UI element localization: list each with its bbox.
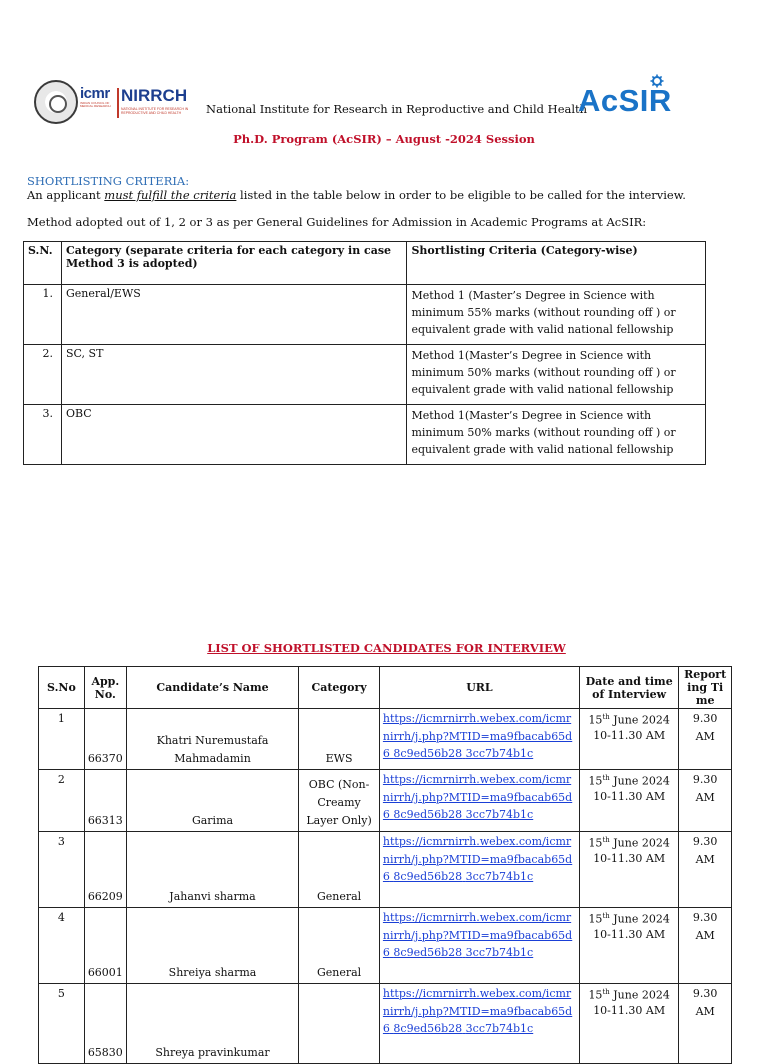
candidates-table-header [39,667,732,709]
candidate-name: Shreiya sharma [126,908,298,984]
criteria-text: Method 1(Master’s Degree in Science with minimum 50% marks (without rounding off ) or equivalent grade with valid national fellowship [407,405,706,465]
interview-time: 10-11.30 AM [593,789,666,803]
criteria-table [23,241,706,465]
url-line: 8c9ed56b28 [393,946,463,959]
url-line: nirrh/j.php?MTID=ma9fbacab65d6 [382,790,573,821]
date-suffix: th [602,912,610,920]
date-suffix: th [602,836,610,844]
criteria-category: General/EWS [61,285,406,345]
candidate-category: EWS [299,709,380,770]
candidate-name: Shreya pravinkumar [126,984,298,1064]
url-line: nirrh/j.php?MTID=ma9fbacab65d6 [382,852,573,883]
date-day: 15 [588,912,603,926]
criteria-row [24,345,706,405]
date-month-year: June 2024 [609,912,670,926]
reporting-time: 9.30 AM [679,832,732,908]
criteria-category: SC, ST [61,345,406,405]
candidate-app-no: 66209 [84,832,126,908]
interview-time: 10-11.30 AM [593,1003,666,1017]
header-date: Date and time of Interview [579,667,678,709]
icmr-logo [80,86,118,116]
date-day: 15 [588,836,603,850]
interview-link[interactable] [383,985,576,1038]
url-line: https://icmrnirrh.webex.com/icmr [382,773,572,786]
interview-url-cell [379,832,579,908]
criteria-text: Method 1(Master’s Degree in Science with minimum 50% marks (without rounding off ) or equivalent grade with valid national fellowship [407,345,706,405]
reporting-time: 9.30 AM [679,984,732,1064]
reporting-time: 9.30 AM [679,908,732,984]
header-reporting: Reporting Time [679,667,732,709]
criteria-intro-text-end: listed in the table below in order to be eligible to be called for the interview. [236,188,686,202]
header-url: URL [379,667,579,709]
url-line: 3cc7b74b1c [465,747,534,760]
criteria-category: OBC [61,405,406,465]
criteria-intro [27,188,686,202]
candidate-row [39,832,732,908]
candidate-sno: 5 [39,984,85,1064]
url-line: 8c9ed56b28 [393,870,463,883]
date-day: 15 [588,713,603,727]
interview-link[interactable] [383,833,576,886]
candidate-row [39,908,732,984]
shortlist-title: LIST OF SHORTLISTED CANDIDATES FOR INTERVIEW [207,641,566,655]
acsir-logo: AcSIR [578,83,672,118]
icmr-logo-subtitle: INDIAN COUNCIL OF MEDICAL RESEARCH [80,101,111,108]
criteria-sn: 3. [24,405,62,465]
header-name: Candidate’s Name [126,667,298,709]
candidates-table-body [39,709,732,1064]
candidate-app-no: 66001 [84,908,126,984]
date-suffix: th [602,988,610,996]
interview-time: 10-11.30 AM [593,728,666,742]
url-line: 3cc7b74b1c [465,946,534,959]
date-day: 15 [588,774,603,788]
method-note: Method adopted out of 1, 2 or 3 as per General Guidelines for Admission in Academic Programs at AcSIR: [27,215,647,229]
url-line: https://icmrnirrh.webex.com/icmr [382,712,572,725]
criteria-row [24,285,706,345]
date-suffix: th [602,713,610,721]
criteria-sn: 2. [24,345,62,405]
candidate-category: General [299,908,380,984]
institute-name: National Institute for Research in Reproductive and Child Health [206,102,588,116]
header-app-no: App. No. [84,667,126,709]
date-day: 15 [588,988,603,1002]
candidate-name: Garima [126,770,298,832]
url-line: nirrh/j.php?MTID=ma9fbacab65d6 [382,1004,573,1035]
header-category: Category [299,667,380,709]
candidate-sno: 1 [39,709,85,770]
candidate-sno: 3 [39,832,85,908]
url-line: https://icmrnirrh.webex.com/icmr [382,911,572,924]
criteria-intro-emphasis: must fulfill the criteria [104,188,237,202]
url-line: 8c9ed56b28 [393,808,463,821]
program-title: Ph.D. Program (AcSIR) – August -2024 Session [233,132,535,146]
url-line: 3cc7b74b1c [465,808,534,821]
interview-url-cell [379,709,579,770]
interview-link[interactable] [383,909,576,962]
candidate-row [39,770,732,832]
date-month-year: June 2024 [609,988,670,1002]
candidate-row [39,709,732,770]
criteria-row [24,405,706,465]
url-line: nirrh/j.php?MTID=ma9fbacab65d6 [382,729,573,760]
icmr-seal-logo [34,80,78,124]
interview-date [579,770,678,832]
url-line: https://icmrnirrh.webex.com/icmr [382,987,572,1000]
candidates-table [38,666,732,1064]
date-suffix: th [602,774,610,782]
criteria-header-category: Category (separate criteria for each category in case Method 3 is adopted) [61,242,406,285]
interview-time: 10-11.30 AM [593,851,666,865]
criteria-header-sn: S.N. [24,242,62,285]
candidate-category: General [299,832,380,908]
interview-date [579,832,678,908]
nirrch-logo-word: NIRRCH [121,86,188,105]
nirrch-logo-subtitle: NATIONAL INSTITUTE FOR RESEARCH IN REPRODUCTIVE AND CHILD HEALTH [121,107,189,115]
interview-url-cell [379,770,579,832]
date-month-year: June 2024 [609,713,670,727]
url-line: 8c9ed56b28 [393,747,463,760]
candidate-app-no: 66370 [84,709,126,770]
criteria-heading: SHORTLISTING CRITERIA: [27,174,190,188]
url-line: https://icmrnirrh.webex.com/icmr [382,835,572,848]
reporting-time: 9.30 AM [679,770,732,832]
interview-link[interactable] [383,710,576,763]
criteria-table-header [24,242,706,285]
url-line: 3cc7b74b1c [465,870,534,883]
interview-link[interactable] [383,771,576,824]
logo-divider [117,88,119,118]
url-line: 8c9ed56b28 [393,1022,463,1035]
candidate-sno: 4 [39,908,85,984]
icmr-logo-word: icmr [80,85,110,102]
criteria-sn: 1. [24,285,62,345]
interview-time: 10-11.30 AM [593,927,666,941]
criteria-intro-text: An applicant [27,188,105,202]
header-sno: S.No [39,667,85,709]
candidate-app-no: 65830 [84,984,126,1064]
date-month-year: June 2024 [609,774,670,788]
interview-date [579,709,678,770]
url-line: 3cc7b74b1c [465,1022,534,1035]
candidate-app-no: 66313 [84,770,126,832]
criteria-text: Method 1 (Master’s Degree in Science with minimum 55% marks (without rounding off ) or equivalent grade with valid national fellowship [407,285,706,345]
criteria-header-criteria: Shortlisting Criteria (Category-wise) [407,242,706,285]
interview-date [579,908,678,984]
candidate-name: Khatri Nuremustafa Mahmadamin [126,709,298,770]
candidate-name: Jahanvi sharma [126,832,298,908]
candidate-category: OBC (Non-Creamy Layer Only) [299,770,380,832]
url-line: nirrh/j.php?MTID=ma9fbacab65d6 [382,928,573,959]
reporting-time: 9.30 AM [679,709,732,770]
date-month-year: June 2024 [609,836,670,850]
candidate-sno: 2 [39,770,85,832]
interview-url-cell [379,908,579,984]
